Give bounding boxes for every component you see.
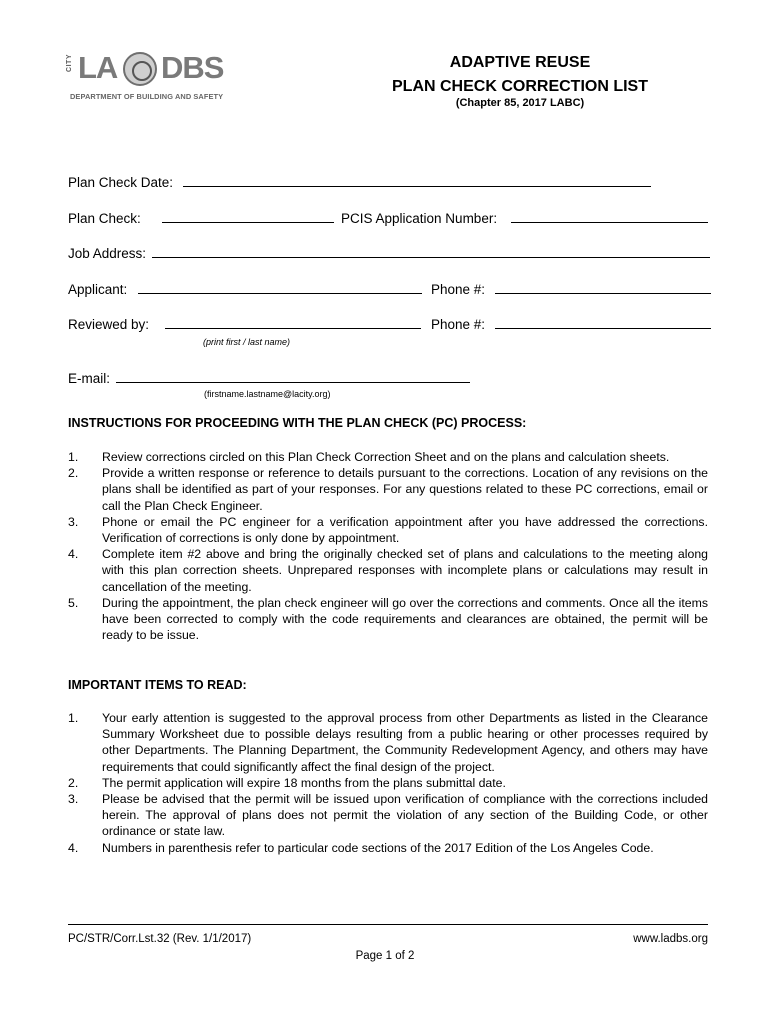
job-address-label: Job Address: <box>68 246 147 261</box>
job-address-field[interactable] <box>152 247 710 258</box>
applicant-phone-label: Phone #: <box>431 282 486 297</box>
instructions-heading: INSTRUCTIONS FOR PROCEEDING WITH THE PLAN CHECK (PC) PROCESS: <box>68 416 527 430</box>
pcis-label: PCIS Application Number: <box>341 211 498 226</box>
page-number: Page 1 of 2 <box>355 950 415 962</box>
title-line-1: ADAPTIVE REUSE <box>449 54 591 71</box>
plan-check-date-label: Plan Check Date: <box>68 175 174 190</box>
website-link[interactable]: www.ladbs.org <box>633 933 708 945</box>
logo-city-text: CITY <box>66 54 73 72</box>
reviewed-by-row <box>68 317 421 332</box>
plan-check-date-field[interactable] <box>183 176 651 187</box>
reviewer-phone-field[interactable] <box>495 318 711 329</box>
list-item: 4. Numbers in parenthesis refer to particular code sections of the 2017 Edition of the Los Angeles Code. <box>68 840 654 855</box>
list-item: 1. Your early attention is suggested to the approval process from other Departments as listed in the Clearance Summary Worksheet due to possible delays resulting from a public hearing or other processes required by other Departments. The Planning Department, the Community Redevelopment Agency, and others may have requirements that could significantly affect the final design of the project. <box>68 711 708 774</box>
important-list <box>68 710 708 856</box>
list-item: 2. The permit application will expire 18 months from the plans submittal date. <box>68 775 506 790</box>
logo-dbs-text: DBS <box>161 50 224 85</box>
reviewed-by-field[interactable] <box>165 318 421 329</box>
city-seal-icon <box>123 52 157 86</box>
email-label: E-mail: <box>68 371 111 386</box>
plan-check-row <box>68 211 334 226</box>
title-line-3: (Chapter 85, 2017 LABC) <box>455 97 585 109</box>
print-name-hint: (print first / last name) <box>203 337 291 347</box>
list-item: 3. Please be advised that the permit will be issued upon verification of compliance with the corrections included herein. The approval of plans does not permit the violation of any section of the Building Code, or other ordinance or state law. <box>68 792 708 839</box>
list-item: 4. Complete item #2 above and bring the originally checked set of plans and calculations to the meeting along with this plan correction sheets. Unprepared responses with incomplete plans or calculations may result in cancellation of the meeting. <box>68 547 708 594</box>
reviewer-phone-label: Phone #: <box>431 317 486 332</box>
document-title <box>360 54 680 109</box>
pcis-row <box>341 211 708 226</box>
plan-check-date-row <box>68 175 651 190</box>
list-item: 2. Provide a written response or reference to details pursuant to the corrections. Location of any revisions on the plans shall be identified as part of your responses. For any questions related to these PC corrections, email or call the Plan Check Engineer. <box>68 466 708 513</box>
applicant-row <box>68 282 422 297</box>
applicant-label: Applicant: <box>68 282 128 297</box>
list-item: 5. During the appointment, the plan check engineer will go over the corrections and comments. Once all the items have been corrected to comply with the code requirements and clearances are obtained, the permit will be ready to be issue. <box>68 595 708 643</box>
title-line-2: PLAN CHECK CORRECTION LIST <box>392 78 648 95</box>
email-row <box>68 371 470 386</box>
applicant-phone-row <box>431 282 711 297</box>
instructions-list <box>68 449 708 643</box>
job-address-row <box>68 246 710 261</box>
ladbs-logo <box>66 50 224 106</box>
footer-divider <box>68 924 708 925</box>
applicant-phone-field[interactable] <box>495 283 711 294</box>
applicant-field[interactable] <box>138 283 422 294</box>
email-field[interactable] <box>116 372 470 383</box>
list-item: 3. Phone or email the PC engineer for a verification appointment after you have addressed the corrections. Verification of corrections is only done by appointment. <box>68 514 708 546</box>
reviewer-phone-row <box>431 317 711 332</box>
form-id: PC/STR/Corr.Lst.32 (Rev. 1/1/2017) <box>68 933 252 945</box>
reviewed-by-label: Reviewed by: <box>68 317 150 332</box>
important-heading: IMPORTANT ITEMS TO READ: <box>68 678 247 692</box>
logo-department-text: DEPARTMENT OF BUILDING AND SAFETY <box>70 92 224 101</box>
plan-check-label: Plan Check: <box>68 211 141 226</box>
plan-check-field[interactable] <box>162 212 334 223</box>
email-hint: (firstname.lastname@lacity.org) <box>204 389 331 399</box>
pcis-field[interactable] <box>511 212 708 223</box>
list-item: 1. Review corrections circled on this Plan Check Correction Sheet and on the plans and calculation sheets. <box>68 450 670 464</box>
logo-la-text: LA <box>78 50 118 85</box>
